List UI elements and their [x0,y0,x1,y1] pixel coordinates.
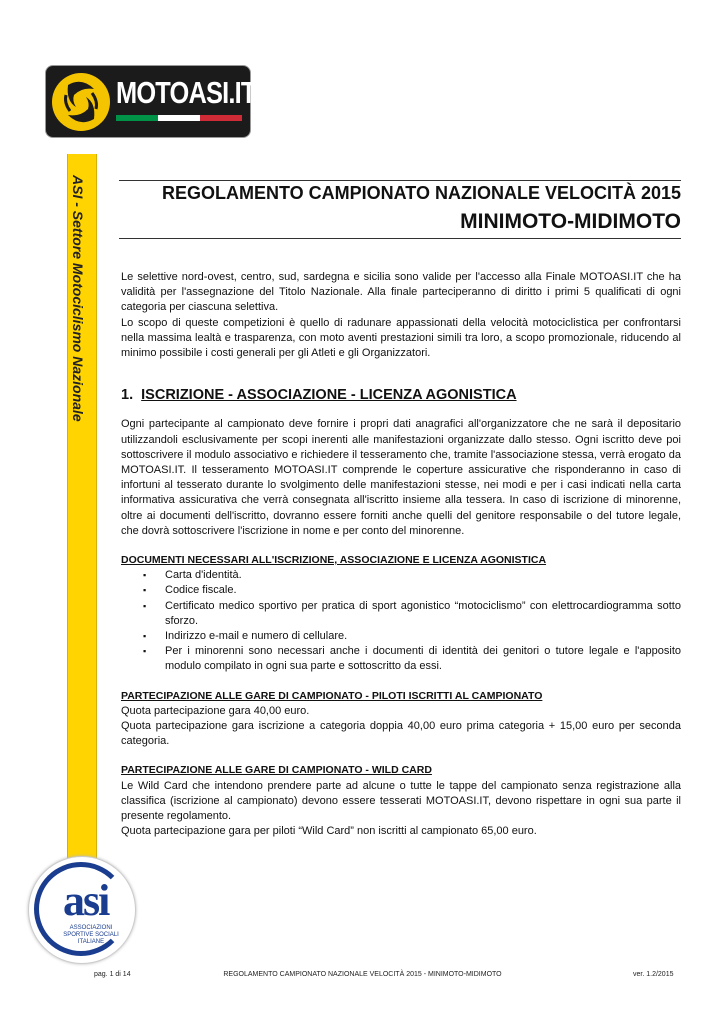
footer-version: ver. 1.2/2015 [633,971,674,978]
logo-text: MOTOASI.IT [116,75,256,110]
list-item: ▪ Carta d'identità. [165,568,681,583]
wildcard-heading: PARTECIPAZIONE ALLE GARE DI CAMPIONATO - WILD CARD [121,764,432,777]
list-item: ▪ Indirizzo e-mail e numero di cellulare. [165,629,681,644]
document-title: REGOLAMENTO CAMPIONATO NAZIONALE VELOCITÀ 2015 [161,183,681,203]
title-bottom-rule [119,238,681,239]
wildcard-fee: Quota partecipazione gara per piloti “Wild Card” non iscritti al campionato 65,00 euro. [121,825,537,838]
document-subtitle: MINIMOTO-MIDIMOTO [460,210,681,233]
list-item: ▪ Per i minorenni sono necessari anche i documenti di identità dei genitori o tutore legale e l'apposito modulo compilato in ogni sua parte e sottoscritto da essi. [165,644,681,674]
asi-logo [28,856,136,964]
document-body [121,270,681,840]
section-1-heading: 1. ISCRIZIONE - ASSOCIAZIONE - LICENZA AGONISTICA [121,387,517,404]
participation-double-fee: Quota partecipazione gara iscrizione a categoria doppia 40,00 euro prima categoria + 15,00 euro per seconda categoria. [121,720,681,748]
participation-heading: PARTECIPAZIONE ALLE GARE DI CAMPIONATO - PILOTI ISCRITTI AL CAMPIONATO [121,689,543,702]
asi-logo-text: asi [63,876,109,925]
wildcard-rules: Le Wild Card che intendono prendere parte ad alcune o tutte le tappe del campionato senza registrazione alla classifica (iscrizione al campionato) devono essere tesserati MOTOASI.IT, devono rispettare in ogni sua parte il presente regolamento. [121,779,681,823]
intro-paragraph-1: Le selettive nord-ovest, centro, sud, sardegna e sicilia sono valide per l'accesso alla Finale MOTOASI.IT che ha validità per l'assegnazione del Titolo Nazionale. Alla finale parteciperanno di diritto i primi 5 qualificati di ogni categoria per ciascuna selettiva. [121,271,681,314]
list-item: ▪ Certificato medico sportivo per pratica di sport agonistico “motociclismo” con elettrocardiogramma sotto sforzo. [165,599,681,629]
intro-paragraph-2: Lo scopo di queste competizioni è quello di radunare appassionati della velocità motociclistica per confrontarsi nella massima lealtà e trasparenza, con moto aventi prestazioni simili tra loro, a scopo promozionale, riducendo al minimo possibile i costi generali per gli Atleti e gli Organizzatori. [121,316,681,360]
asi-logo-subtitle: ASSOCIAZIONI SPORTIVE SOCIALI ITALIANE [63,925,119,945]
footer-page-number: pag. 1 di 14 [94,971,131,978]
participation-fee: Quota partecipazione gara 40,00 euro. [121,704,310,717]
logo-emblem-icon [52,73,110,131]
footer-title: REGOLAMENTO CAMPIONATO NAZIONALE VELOCITÀ 2015 - MINIMOTO-MIDIMOTO [223,971,502,978]
list-item: ▪ Codice fiscale. [165,583,681,598]
documents-heading: DOCUMENTI NECESSARI ALL'ISCRIZIONE, ASSOCIAZIONE E LICENZA AGONISTICA [121,554,547,567]
title-top-rule [119,180,681,181]
documents-list [121,568,681,674]
side-banner-text: ASI - Settore Motociclismo Nazionale [70,175,86,422]
section-1-body: Ogni partecipante al campionato deve fornire i propri dati anagrafici all'organizzatore che ne sarà il depositario utilizzandoli esclusivamente per scopi inerenti alle manifestazioni organizzate dallo stesso. Ogni iscritto deve poi sottoscrivere il modulo associativo e richiedere il tesseramento che, tramite l'associazione stessa, verrà erogato da MOTOASI.IT. Il tesseramento MOTOASI.IT comprende le coperture assicurative che risponderanno in caso di infortuni al tesserato durante lo svolgimento delle manifestazioni stesse, nei modi e per i casi indicati nella carta informativa assicurativa che verrà consegnata all'iscritto insieme alla tessera. In caso di iscrizione di minorenne, oltre ai documenti dell'iscritto, dovranno essere forniti anche quelli del genitore responsabile o del tutore legale, che dovrà sottoscrivere l'iscrizione in nome e per conto del minorenne. [121,418,681,537]
italian-flag-stripe [116,115,242,121]
motoasi-logo [46,66,256,137]
